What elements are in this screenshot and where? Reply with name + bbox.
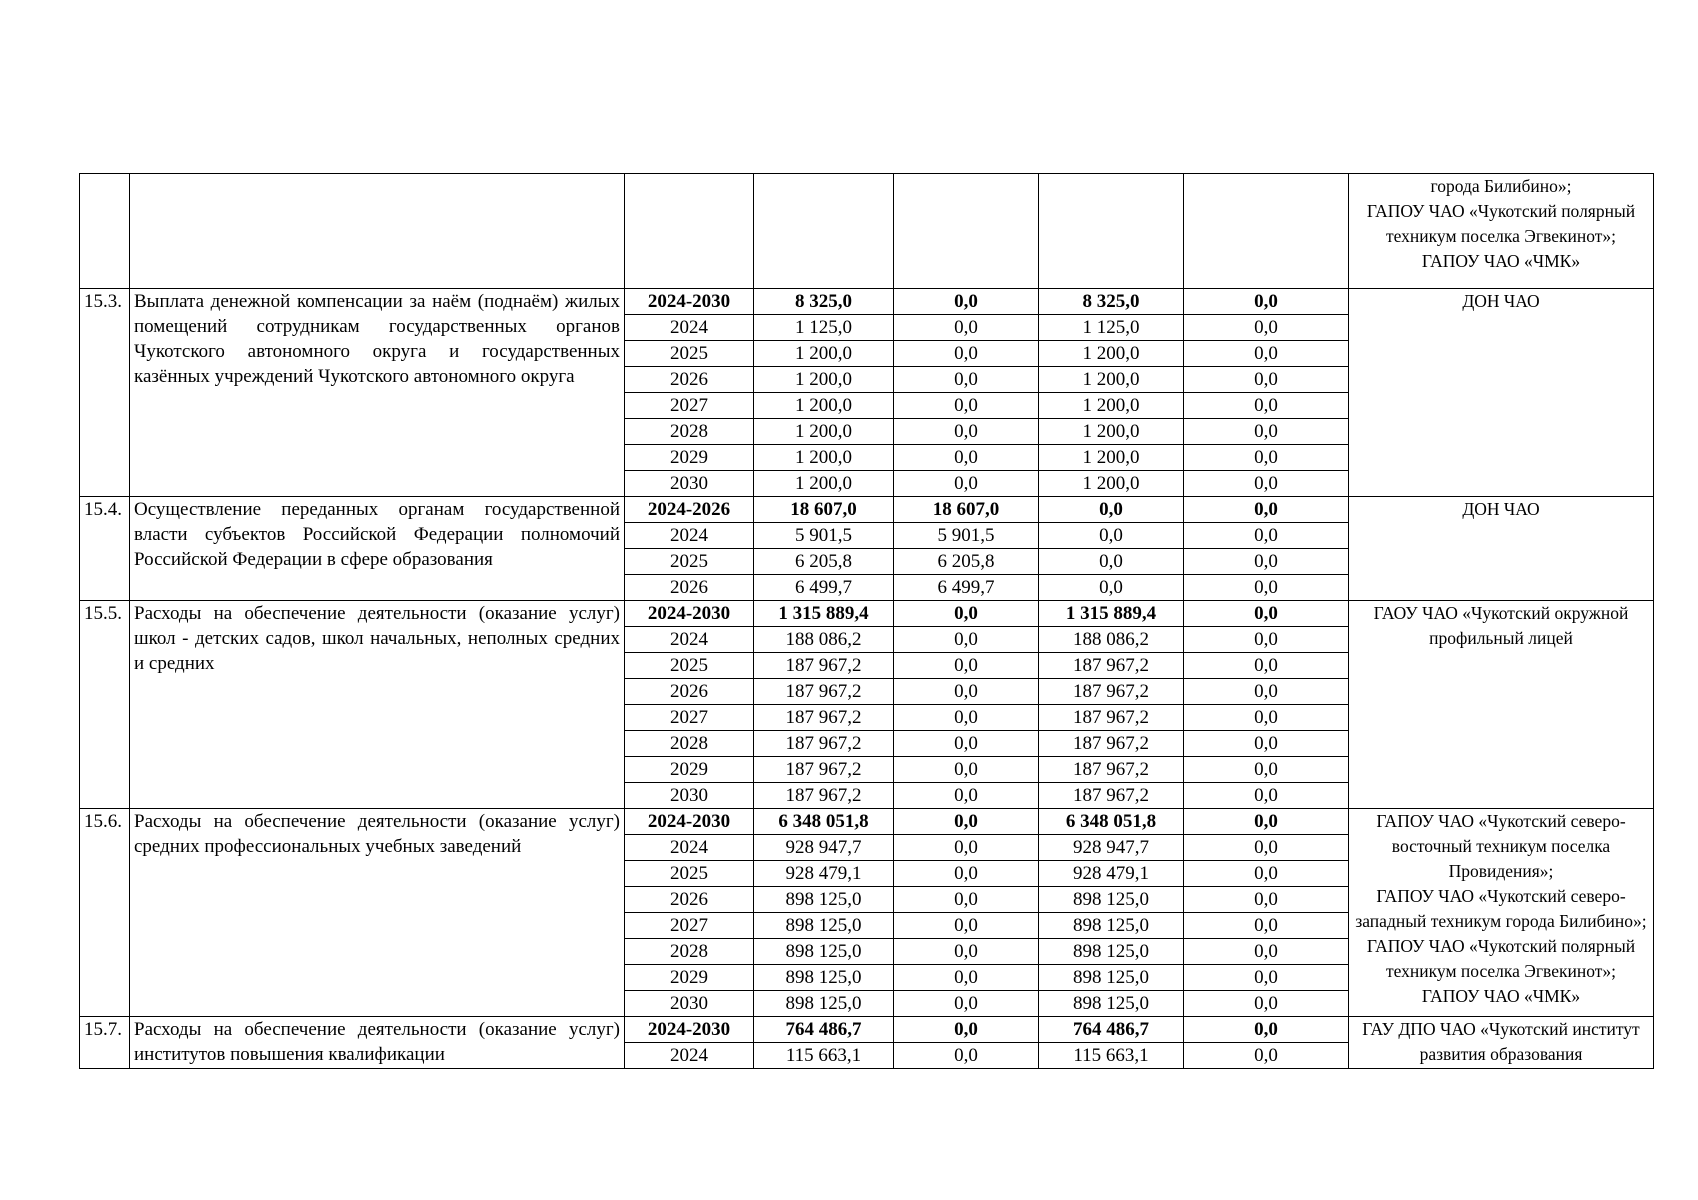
- other-sources-cell: 0,0: [1184, 601, 1349, 627]
- federal-budget-cell: 0,0: [894, 757, 1039, 783]
- period-cell: 2030: [625, 991, 754, 1017]
- federal-budget-cell: 0,0: [894, 289, 1039, 315]
- period-cell: 2030: [625, 783, 754, 809]
- federal-budget-cell: 0,0: [894, 601, 1039, 627]
- regional-budget-cell: 187 967,2: [1039, 731, 1184, 757]
- other-sources-cell: 0,0: [1184, 549, 1349, 575]
- section-total-row: [80, 601, 1654, 627]
- regional-budget-cell: 187 967,2: [1039, 705, 1184, 731]
- regional-budget-cell: 1 200,0: [1039, 341, 1184, 367]
- period-cell: 2029: [625, 445, 754, 471]
- federal-budget-cell: 6 499,7: [894, 575, 1039, 601]
- period-cell: 2028: [625, 939, 754, 965]
- responsible-executor: ДОН ЧАО: [1349, 289, 1654, 497]
- activity-name: Осуществление переданных органам государственной власти субъектов Российской Федерации полномочий Российской Федерации в сфере образования: [130, 497, 625, 601]
- federal-budget-cell: 0,0: [894, 835, 1039, 861]
- other-sources-cell: 0,0: [1184, 783, 1349, 809]
- other-sources-cell: 0,0: [1184, 497, 1349, 523]
- regional-budget-cell: 187 967,2: [1039, 757, 1184, 783]
- regional-budget-cell: 898 125,0: [1039, 913, 1184, 939]
- regional-budget-cell: 928 479,1: [1039, 861, 1184, 887]
- regional-budget-cell: 898 125,0: [1039, 991, 1184, 1017]
- federal-budget-cell: 0,0: [894, 861, 1039, 887]
- continuation-regional-cell: [1039, 174, 1184, 289]
- other-sources-cell: 0,0: [1184, 393, 1349, 419]
- federal-budget-cell: 0,0: [894, 809, 1039, 835]
- item-number: 15.5.: [80, 601, 130, 809]
- total-amount-cell: 187 967,2: [754, 653, 894, 679]
- federal-budget-cell: 0,0: [894, 627, 1039, 653]
- regional-budget-cell: 1 125,0: [1039, 315, 1184, 341]
- continuation-num-cell: [80, 174, 130, 289]
- federal-budget-cell: 0,0: [894, 341, 1039, 367]
- continuation-other-cell: [1184, 174, 1349, 289]
- item-number: 15.7.: [80, 1017, 130, 1069]
- regional-budget-cell: 8 325,0: [1039, 289, 1184, 315]
- period-cell: 2028: [625, 731, 754, 757]
- total-amount-cell: 187 967,2: [754, 783, 894, 809]
- period-cell: 2026: [625, 575, 754, 601]
- federal-budget-cell: 0,0: [894, 445, 1039, 471]
- federal-budget-cell: 5 901,5: [894, 523, 1039, 549]
- period-cell: 2024-2030: [625, 1017, 754, 1043]
- other-sources-cell: 0,0: [1184, 861, 1349, 887]
- regional-budget-cell: 0,0: [1039, 497, 1184, 523]
- other-sources-cell: 0,0: [1184, 809, 1349, 835]
- other-sources-cell: 0,0: [1184, 419, 1349, 445]
- continuation-federal-cell: [894, 174, 1039, 289]
- section-total-row: [80, 1017, 1654, 1043]
- regional-budget-cell: 1 200,0: [1039, 393, 1184, 419]
- period-cell: 2024: [625, 1043, 754, 1069]
- total-amount-cell: 6 348 051,8: [754, 809, 894, 835]
- period-cell: 2025: [625, 549, 754, 575]
- regional-budget-cell: 187 967,2: [1039, 653, 1184, 679]
- federal-budget-cell: 0,0: [894, 679, 1039, 705]
- period-cell: 2025: [625, 341, 754, 367]
- regional-budget-cell: 187 967,2: [1039, 783, 1184, 809]
- total-amount-cell: 187 967,2: [754, 757, 894, 783]
- regional-budget-cell: 0,0: [1039, 549, 1184, 575]
- continuation-responsible-cell: города Билибино»; ГАПОУ ЧАО «Чукотский полярный техникум поселка Эгвекинот»; ГАПОУ ЧАО «ЧМК»: [1349, 174, 1654, 289]
- regional-budget-cell: 115 663,1: [1039, 1043, 1184, 1069]
- regional-budget-cell: 898 125,0: [1039, 887, 1184, 913]
- period-cell: 2024: [625, 315, 754, 341]
- section-total-row: [80, 497, 1654, 523]
- item-number: 15.6.: [80, 809, 130, 1017]
- program-activities-table: [79, 173, 1654, 1069]
- period-cell: 2024: [625, 835, 754, 861]
- other-sources-cell: 0,0: [1184, 367, 1349, 393]
- federal-budget-cell: 0,0: [894, 731, 1039, 757]
- activity-name: Расходы на обеспечение деятельности (оказание услуг) школ - детских садов, школ начальных, неполных средних и средних: [130, 601, 625, 809]
- total-amount-cell: 188 086,2: [754, 627, 894, 653]
- federal-budget-cell: 0,0: [894, 1043, 1039, 1069]
- other-sources-cell: 0,0: [1184, 835, 1349, 861]
- period-cell: 2027: [625, 393, 754, 419]
- other-sources-cell: 0,0: [1184, 705, 1349, 731]
- period-cell: 2025: [625, 861, 754, 887]
- period-cell: 2025: [625, 653, 754, 679]
- other-sources-cell: 0,0: [1184, 679, 1349, 705]
- total-amount-cell: 115 663,1: [754, 1043, 894, 1069]
- total-amount-cell: 1 200,0: [754, 341, 894, 367]
- federal-budget-cell: 0,0: [894, 1017, 1039, 1043]
- other-sources-cell: 0,0: [1184, 887, 1349, 913]
- activity-name: Расходы на обеспечение деятельности (оказание услуг) средних профессиональных учебных заведений: [130, 809, 625, 1017]
- total-amount-cell: 898 125,0: [754, 939, 894, 965]
- other-sources-cell: 0,0: [1184, 627, 1349, 653]
- regional-budget-cell: 0,0: [1039, 523, 1184, 549]
- period-cell: 2026: [625, 679, 754, 705]
- period-cell: 2024-2030: [625, 289, 754, 315]
- period-cell: 2024-2026: [625, 497, 754, 523]
- period-cell: 2028: [625, 419, 754, 445]
- responsible-executor: ГАОУ ЧАО «Чукотский окружной профильный лицей: [1349, 601, 1654, 809]
- period-cell: 2029: [625, 757, 754, 783]
- federal-budget-cell: 0,0: [894, 367, 1039, 393]
- federal-budget-cell: 18 607,0: [894, 497, 1039, 523]
- other-sources-cell: 0,0: [1184, 341, 1349, 367]
- continuation-total-cell: [754, 174, 894, 289]
- responsible-executor: ДОН ЧАО: [1349, 497, 1654, 601]
- regional-budget-cell: 1 200,0: [1039, 445, 1184, 471]
- total-amount-cell: 1 200,0: [754, 367, 894, 393]
- total-amount-cell: 898 125,0: [754, 965, 894, 991]
- period-cell: 2024: [625, 627, 754, 653]
- responsible-executor: ГАУ ДПО ЧАО «Чукотский институт развития образования: [1349, 1017, 1654, 1069]
- regional-budget-cell: 898 125,0: [1039, 965, 1184, 991]
- other-sources-cell: 0,0: [1184, 1017, 1349, 1043]
- total-amount-cell: 764 486,7: [754, 1017, 894, 1043]
- total-amount-cell: 898 125,0: [754, 991, 894, 1017]
- regional-budget-cell: 764 486,7: [1039, 1017, 1184, 1043]
- other-sources-cell: 0,0: [1184, 471, 1349, 497]
- total-amount-cell: 8 325,0: [754, 289, 894, 315]
- other-sources-cell: 0,0: [1184, 523, 1349, 549]
- regional-budget-cell: 1 200,0: [1039, 367, 1184, 393]
- regional-budget-cell: 928 947,7: [1039, 835, 1184, 861]
- regional-budget-cell: 898 125,0: [1039, 939, 1184, 965]
- total-amount-cell: 187 967,2: [754, 731, 894, 757]
- total-amount-cell: 1 200,0: [754, 419, 894, 445]
- item-number: 15.4.: [80, 497, 130, 601]
- federal-budget-cell: 0,0: [894, 705, 1039, 731]
- regional-budget-cell: 1 200,0: [1039, 471, 1184, 497]
- regional-budget-cell: 188 086,2: [1039, 627, 1184, 653]
- federal-budget-cell: 0,0: [894, 315, 1039, 341]
- total-amount-cell: 5 901,5: [754, 523, 894, 549]
- federal-budget-cell: 0,0: [894, 471, 1039, 497]
- activity-name: Расходы на обеспечение деятельности (оказание услуг) институтов повышения квалификации: [130, 1017, 625, 1069]
- continuation-row: [80, 174, 1654, 289]
- federal-budget-cell: 0,0: [894, 965, 1039, 991]
- period-cell: 2024-2030: [625, 809, 754, 835]
- federal-budget-cell: 0,0: [894, 653, 1039, 679]
- total-amount-cell: 1 315 889,4: [754, 601, 894, 627]
- other-sources-cell: 0,0: [1184, 965, 1349, 991]
- other-sources-cell: 0,0: [1184, 653, 1349, 679]
- period-cell: 2024: [625, 523, 754, 549]
- total-amount-cell: 6 499,7: [754, 575, 894, 601]
- federal-budget-cell: 0,0: [894, 419, 1039, 445]
- other-sources-cell: 0,0: [1184, 1043, 1349, 1069]
- total-amount-cell: 928 947,7: [754, 835, 894, 861]
- other-sources-cell: 0,0: [1184, 731, 1349, 757]
- period-cell: 2026: [625, 367, 754, 393]
- regional-budget-cell: 187 967,2: [1039, 679, 1184, 705]
- total-amount-cell: 898 125,0: [754, 887, 894, 913]
- total-amount-cell: 187 967,2: [754, 679, 894, 705]
- continuation-name-cell: [130, 174, 625, 289]
- section-total-row: [80, 289, 1654, 315]
- total-amount-cell: 187 967,2: [754, 705, 894, 731]
- period-cell: 2027: [625, 705, 754, 731]
- federal-budget-cell: 0,0: [894, 913, 1039, 939]
- total-amount-cell: 6 205,8: [754, 549, 894, 575]
- other-sources-cell: 0,0: [1184, 445, 1349, 471]
- total-amount-cell: 1 200,0: [754, 471, 894, 497]
- period-cell: 2027: [625, 913, 754, 939]
- federal-budget-cell: 0,0: [894, 393, 1039, 419]
- regional-budget-cell: 1 315 889,4: [1039, 601, 1184, 627]
- other-sources-cell: 0,0: [1184, 939, 1349, 965]
- period-cell: 2029: [625, 965, 754, 991]
- period-cell: 2026: [625, 887, 754, 913]
- item-number: 15.3.: [80, 289, 130, 497]
- continuation-year-cell: [625, 174, 754, 289]
- total-amount-cell: 1 200,0: [754, 393, 894, 419]
- other-sources-cell: 0,0: [1184, 757, 1349, 783]
- other-sources-cell: 0,0: [1184, 315, 1349, 341]
- other-sources-cell: 0,0: [1184, 289, 1349, 315]
- federal-budget-cell: 0,0: [894, 887, 1039, 913]
- period-cell: 2030: [625, 471, 754, 497]
- period-cell: 2024-2030: [625, 601, 754, 627]
- federal-budget-cell: 6 205,8: [894, 549, 1039, 575]
- other-sources-cell: 0,0: [1184, 575, 1349, 601]
- regional-budget-cell: 1 200,0: [1039, 419, 1184, 445]
- regional-budget-cell: 6 348 051,8: [1039, 809, 1184, 835]
- total-amount-cell: 1 125,0: [754, 315, 894, 341]
- federal-budget-cell: 0,0: [894, 939, 1039, 965]
- federal-budget-cell: 0,0: [894, 783, 1039, 809]
- section-total-row: [80, 809, 1654, 835]
- total-amount-cell: 18 607,0: [754, 497, 894, 523]
- responsible-executor: ГАПОУ ЧАО «Чукотский северо-восточный техникум поселка Провидения»; ГАПОУ ЧАО «Чукотский северо-западный техникум города Билибино»; ГАПОУ ЧАО «Чукотский полярный техникум поселка Эгвекинот»; ГАПОУ ЧАО «ЧМК»: [1349, 809, 1654, 1017]
- total-amount-cell: 928 479,1: [754, 861, 894, 887]
- activity-name: Выплата денежной компенсации за наём (поднаём) жилых помещений сотрудникам государственных органов Чукотского автономного округа и государственных казённых учреждений Чукотского автономного округа: [130, 289, 625, 497]
- other-sources-cell: 0,0: [1184, 991, 1349, 1017]
- total-amount-cell: 898 125,0: [754, 913, 894, 939]
- total-amount-cell: 1 200,0: [754, 445, 894, 471]
- federal-budget-cell: 0,0: [894, 991, 1039, 1017]
- regional-budget-cell: 0,0: [1039, 575, 1184, 601]
- other-sources-cell: 0,0: [1184, 913, 1349, 939]
